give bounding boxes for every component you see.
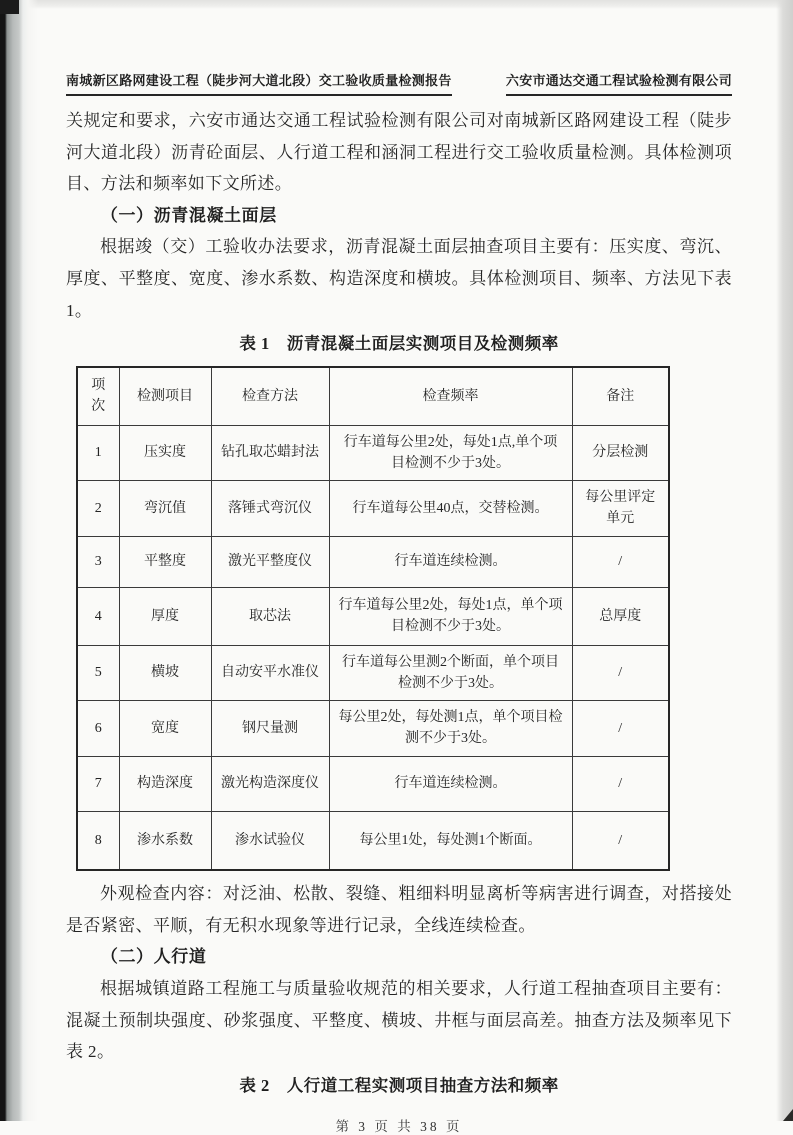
table-cell: 行车道每公里2处，每处1点，单个项目检测不少于3处。 bbox=[329, 587, 572, 645]
table-cell: 6 bbox=[77, 700, 119, 756]
table-cell: 行车道连续检测。 bbox=[329, 756, 572, 811]
table2-title: 表 2 人行道工程实测项目抽查方法和频率 bbox=[239, 1075, 559, 1095]
table-cell: 构造深度 bbox=[119, 756, 211, 811]
header-report-title: 南城新区路网建设工程（陡步河大道北段）交工验收质量检测报告 bbox=[66, 70, 452, 96]
table-cell: / bbox=[572, 536, 669, 587]
table-cell: 平整度 bbox=[119, 536, 211, 587]
scan-left-edge bbox=[0, 0, 42, 1121]
table-cell: 每公里评定单元 bbox=[572, 480, 669, 536]
table-row bbox=[77, 480, 669, 536]
table-cell: 8 bbox=[77, 811, 119, 870]
table-row bbox=[77, 587, 669, 645]
paragraph-sidewalk-requirements: 根据城镇道路工程施工与质量验收规范的相关要求，人行道工程抽查项目主要有：混凝土预制块强度、砂浆强度、平整度、横坡、井框与面层高差。抽查方法及频率见下表 2。 bbox=[66, 978, 732, 1062]
table-cell: 分层检测 bbox=[572, 425, 669, 480]
table-cell: 行车道连续检测。 bbox=[329, 536, 572, 587]
scan-corner-mark-bottom-right bbox=[783, 1109, 793, 1121]
col-header-remark: 备注 bbox=[572, 367, 669, 425]
paragraph-appearance-check: 外观检查内容：对泛油、松散、裂缝、粗细料明显离析等病害进行调查，对搭接处是否紧密、平顺，有无积水现象等进行记录，全线连续检查。 bbox=[66, 884, 732, 935]
table-cell: 钻孔取芯蜡封法 bbox=[211, 425, 329, 480]
table-cell: 3 bbox=[77, 536, 119, 587]
section-heading-sidewalk: （二）人行道 bbox=[100, 947, 207, 967]
table-row bbox=[77, 645, 669, 700]
table-cell: 横坡 bbox=[119, 645, 211, 700]
table-cell: 5 bbox=[77, 645, 119, 700]
table-cell: / bbox=[572, 645, 669, 700]
table-row bbox=[77, 811, 669, 870]
table-cell: 钢尺量测 bbox=[211, 700, 329, 756]
table-cell: 7 bbox=[77, 756, 119, 811]
table-cell: 压实度 bbox=[119, 425, 211, 480]
col-header-method: 检查方法 bbox=[211, 367, 329, 425]
scan-corner-mark-top-left bbox=[0, 0, 19, 14]
table-cell: 厚度 bbox=[119, 587, 211, 645]
table-cell: 每公里2处，每处测1点，单个项目检测不少于3处。 bbox=[329, 700, 572, 756]
table-cell: 行车道每公里40点，交替检测。 bbox=[329, 480, 572, 536]
document-page bbox=[66, 0, 732, 1135]
table-cell: / bbox=[572, 700, 669, 756]
document-header bbox=[66, 70, 732, 96]
table-cell: 行车道每公里测2个断面，单个项目检测不少于3处。 bbox=[329, 645, 572, 700]
table-cell: 取芯法 bbox=[211, 587, 329, 645]
table-cell: / bbox=[572, 756, 669, 811]
header-company-name: 六安市通达交通工程试验检测有限公司 bbox=[506, 70, 732, 96]
table-cell: 落锤式弯沉仪 bbox=[211, 480, 329, 536]
paragraph-intro: 关规定和要求，六安市通达交通工程试验检测有限公司对南城新区路网建设工程（陡步河大道北段）沥青砼面层、人行道工程和涵洞工程进行交工验收质量检测。具体检测项目、方法和频率如下文所述。 bbox=[66, 111, 732, 194]
table-cell: 1 bbox=[77, 425, 119, 480]
table-cell: 4 bbox=[77, 587, 119, 645]
col-header-item-no: 项次 bbox=[77, 367, 119, 425]
table-cell: 每公里1处，每处测1个断面。 bbox=[329, 811, 572, 870]
table-cell: / bbox=[572, 811, 669, 870]
col-header-test-item: 检测项目 bbox=[119, 367, 211, 425]
table-cell: 宽度 bbox=[119, 700, 211, 756]
table-cell: 弯沉值 bbox=[119, 480, 211, 536]
col-header-frequency: 检查频率 bbox=[329, 367, 572, 425]
page-number: 第 3 页 共 38 页 bbox=[335, 1118, 463, 1134]
table1-title: 表 1 沥青混凝土面层实测项目及检测频率 bbox=[239, 334, 559, 354]
table-cell: 激光构造深度仪 bbox=[211, 756, 329, 811]
scan-right-edge bbox=[776, 0, 793, 1121]
table-row bbox=[77, 756, 669, 811]
table-row bbox=[77, 700, 669, 756]
table-cell: 自动安平水准仪 bbox=[211, 645, 329, 700]
table-cell: 渗水系数 bbox=[119, 811, 211, 870]
table-cell: 行车道每公里2处，每处1点,单个项目检测不少于3处。 bbox=[329, 425, 572, 480]
table-row bbox=[77, 536, 669, 587]
table1-asphalt-inspection bbox=[76, 366, 670, 871]
table-cell: 渗水试验仪 bbox=[211, 811, 329, 870]
section-heading-asphalt-surface: （一）沥青混凝土面层 bbox=[100, 205, 277, 225]
table-cell: 总厚度 bbox=[572, 587, 669, 645]
table-row bbox=[77, 425, 669, 480]
table-cell: 激光平整度仪 bbox=[211, 536, 329, 587]
table-cell: 2 bbox=[77, 480, 119, 536]
table1-header-row bbox=[77, 367, 669, 425]
paragraph-asphalt-requirements: 根据竣（交）工验收办法要求，沥青混凝土面层抽查项目主要有：压实度、弯沉、厚度、平整度、宽度、渗水系数、构造深度和横坡。具体检测项目、频率、方法见下表 1。 bbox=[66, 237, 732, 320]
